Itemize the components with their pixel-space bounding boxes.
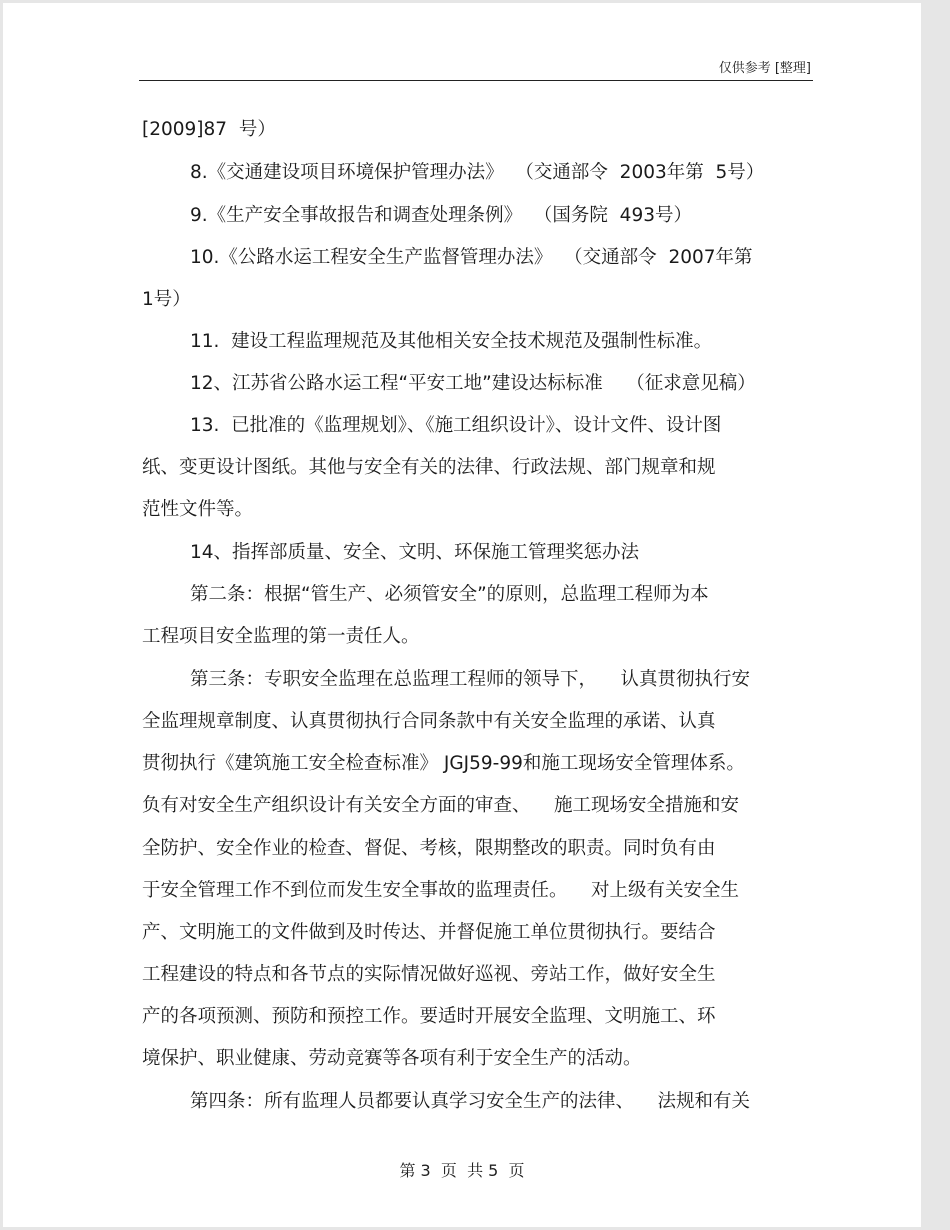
text-line: 负有对安全生产组织设计有关安全方面的审查、 施工现场安全措施和安 bbox=[142, 795, 740, 816]
text-line: 11. 建设工程监理规范及其他相关安全技术规范及强制性标准。 bbox=[190, 331, 713, 352]
text-line: 范性文件等。 bbox=[142, 499, 254, 520]
text-line: 14、指挥部质量、安全、文明、环保施工管理奖惩办法 bbox=[190, 542, 640, 563]
text-line: 工程建设的特点和各节点的实际情况做好巡视、旁站工作，做好安全生 bbox=[142, 964, 716, 985]
page-header bbox=[139, 53, 813, 81]
text-line: 全防护、安全作业的检查、督促、考核，限期整改的职责。同时负有由 bbox=[142, 838, 716, 859]
text-line: 1号） bbox=[142, 289, 191, 310]
text-line: 第二条：根据“管生产、必须管安全”的原则，总监理工程师为本 bbox=[190, 584, 709, 605]
document-page bbox=[3, 3, 921, 1227]
text-line: 工程项目安全监理的第一责任人。 bbox=[142, 626, 420, 647]
text-line: 9.《生产安全事故报告和调查处理条例》 （国务院 493号） bbox=[190, 205, 692, 226]
text-line: 8.《交通建设项目环境保护管理办法》 （交通部令 2003年第 5号） bbox=[190, 162, 765, 183]
text-line: 产的各项预测、预防和预控工作。要适时开展安全监理、文明施工、环 bbox=[142, 1006, 716, 1027]
text-line: 境保护、职业健康、劳动竞赛等各项有利于安全生产的活动。 bbox=[142, 1048, 642, 1069]
text-line: [2009]87 号） bbox=[142, 119, 276, 140]
text-line: 纸、变更设计图纸。其他与安全有关的法律、行政法规、部门规章和规 bbox=[142, 457, 716, 478]
text-line: 10.《公路水运工程安全生产监督管理办法》 （交通部令 2007年第 bbox=[190, 247, 753, 268]
text-line: 产、文明施工的文件做到及时传达、并督促施工单位贯彻执行。要结合 bbox=[142, 922, 716, 943]
text-line: 第四条：所有监理人员都要认真学习安全生产的法律、 法规和有关 bbox=[190, 1091, 751, 1112]
text-line: 13. 已批准的《监理规划》、《施工组织设计》、设计文件、设计图 bbox=[190, 415, 722, 436]
text-line: 贯彻执行《建筑施工安全检查标准》 JGJ59-99和施工现场安全管理体系。 bbox=[142, 753, 745, 774]
text-line: 12、江苏省公路水运工程“平安工地”建设达标标准 （征求意见稿） bbox=[190, 373, 756, 394]
text-line: 于安全管理工作不到位而发生安全事故的监理责任。 对上级有关安全生 bbox=[142, 880, 740, 901]
page-footer: 第 3 页 共 5 页 bbox=[399, 1161, 525, 1180]
text-line: 第三条：专职安全监理在总监理工程师的领导下， 认真贯彻执行安 bbox=[190, 669, 751, 690]
text-line: 全监理规章制度、认真贯彻执行合同条款中有关安全监理的承诺、认真 bbox=[142, 711, 716, 732]
header-text: 仅供参考 [整理] bbox=[718, 61, 811, 76]
